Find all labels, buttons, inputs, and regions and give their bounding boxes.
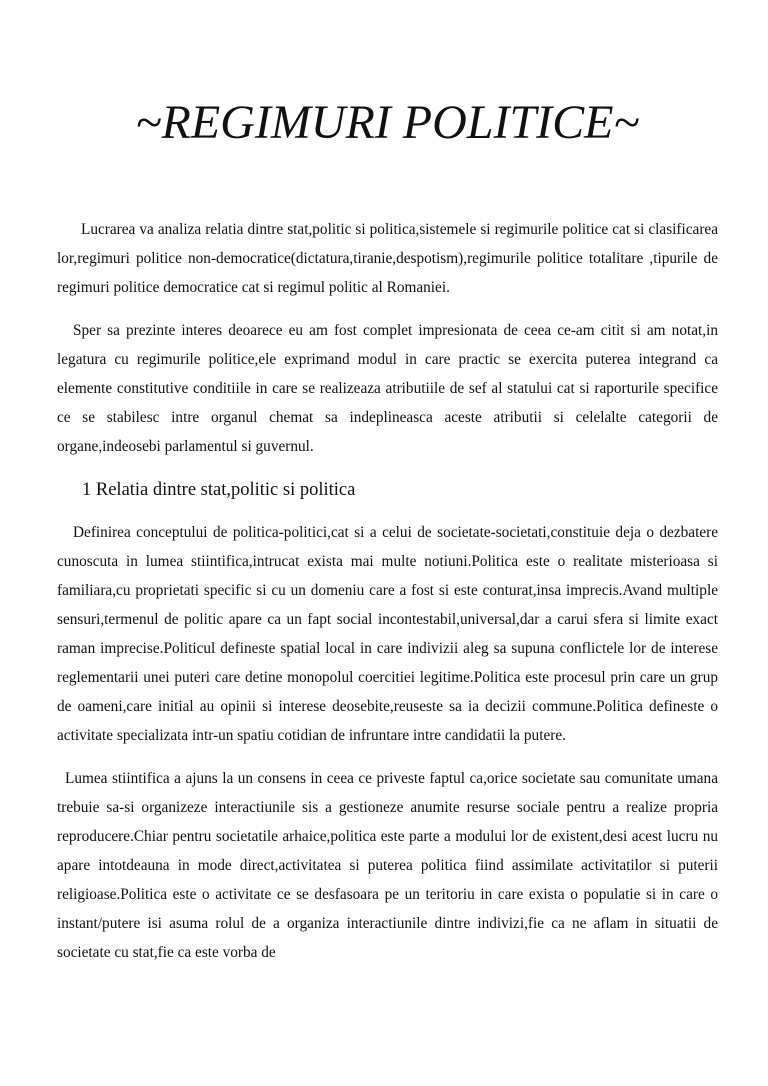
document-title: ~REGIMURI POLITICE~ <box>135 96 640 149</box>
section-paragraph-2: Lumea stiintifica a ajuns la un consens in ceea ce priveste faptul ca,orice societate sau comunitate umana trebuie sa-si organizeze interactiunile sis a gestioneze anumite resurse sociale pentru a realize propria reproducere.Chiar pentru societatile arhaice,politica este parte a modului lor de existent,desi acest lucru nu apare intotdeauna in mode direct,activitatea si puterea politica fiind assimilate activitatilor si puterii religioase.Politica este o activitate ce se desfasoara pe un teritoriu in care exista o populatie si in care o instant/putere isi asuma rolul de a organiza interactiunile dintre indivizi,fie ca ne aflam in situatii de societate cu stat,fie ca este vorba de <box>57 770 718 961</box>
intro-paragraph-2: Sper sa prezinte interes deoarece eu am fost complet impresionata de ceea ce-am citit si am notat,in legatura cu regimurile politice,ele exprimand modul in care practic se exercita puterea integrand ca elemente constitutive conditiile in care se realizeaza atributiile de sef al statului cat si raporturile specifice ce se stabilesc intre organul chemat sa indeplineasca aceste atributii si celelalte categorii de organe,indeosebi parlamentul si guvernul. <box>57 322 718 455</box>
section-heading: 1 Relatia dintre stat,politic si politica <box>82 480 356 500</box>
intro-paragraph-1: Lucrarea va analiza relatia dintre stat,politic si politica,sistemele si regimurile politice cat si clasificarea lor,regimuri politice non-democratice(dictatura,tiranie,despotism),regimurile politice totalitare ,tipurile de regimuri politice democratice cat si regimul politic al Romaniei. <box>57 221 718 296</box>
section-paragraph-1: Definirea conceptului de politica-politici,cat si a celui de societate-societati,constituie deja o dezbatere cunoscuta in lumea stiintifica,intrucat exista mai multe notiuni.Politica este o realitate misterioasa si familiara,cu proprietati specific si cu un domeniu care a fost si este conturat,insa imprecis.Avand multiple sensuri,termenul de politic apare ca un fapt social incontestabil,universal,dar a carui sfera si limite exact raman imprecise.Politicul defineste spatial local in care indivizii aleg sa supuna conflictele lor de interese reglementarii unei puteri care detine monopolul coercitiei legitime.Politica este procesul prin care un grup de oameni,care initial au opinii si interese deosebite,reuseste sa ia decizii commune.Politica defineste o activitate specializata intr-un spatiu cotidian de infruntare intre candidatii la putere. <box>57 524 718 744</box>
